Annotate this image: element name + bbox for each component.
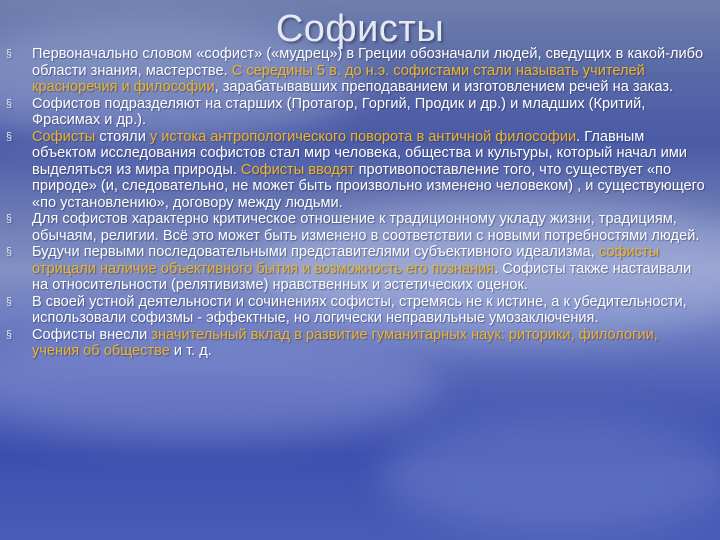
bullet-text: . Софисты также настаивали на относительности (релятивизме) нравственных и эстетических оценок.: [32, 260, 692, 293]
background-cloud: [380, 420, 720, 530]
bullet-text: В своей устной деятельности и сочинениях софисты, стремясь не к истине, а к убедительности, использовали софизмы - эффектные, но логически неправильные умозаключения.: [32, 293, 687, 326]
bullet-text: Будучи первыми последовательными представителями субъективного идеализма,: [32, 244, 599, 260]
bullet-text: Первоначально словом «софист» («мудрец») в Греции обозначали людей, сведущих в какой-либо области знания, мастерстве.: [32, 46, 704, 79]
bullet-marker-icon: §: [6, 328, 13, 341]
bullet-marker-icon: §: [6, 48, 13, 60]
bullet-item: [6, 129, 706, 212]
bullet-text: стояли: [95, 128, 150, 145]
bullet-text: противопоставление того, что существует «по природе» (и, следовательно, не может быть произвольно изменено человеком) , и существующего «по установлению», договору между людьми.: [32, 161, 705, 211]
bullet-marker-icon: §: [6, 97, 13, 110]
bullet-text: Софистов подразделяют на старших (Протагор, Горгий, Продик и др.) и младших (Критий, Фрасимах и др.).: [32, 95, 646, 128]
bullet-marker-icon: §: [6, 246, 13, 258]
highlighted-text: значительный вклад в развитие гуманитарных наук: риторики, филологии, учения об обществе: [32, 326, 658, 359]
bullet-item: [6, 211, 706, 244]
bullet-text: Софисты внесли: [32, 326, 152, 343]
bullet-list: [6, 46, 706, 360]
highlighted-text: софисты отрицали наличие объективного бытия и возможность его познания: [32, 244, 660, 277]
bullet-marker-icon: §: [6, 295, 13, 308]
bullet-item: [6, 244, 706, 294]
bullet-text: , зарабатывавших преподаванием и изготовлением речей на заказ.: [214, 79, 674, 95]
bullet-item: [6, 96, 706, 129]
bullet-marker-icon: §: [6, 213, 13, 225]
bullet-text: и т. д.: [169, 343, 212, 359]
slide-title: Софисты: [275, 8, 445, 50]
highlighted-text: Софисты: [32, 128, 96, 145]
bullet-text: . Главным объектом исследования софистов стал мир человека, общества и культуры, который начал ими выделяться из мира природы.: [32, 128, 687, 178]
highlighted-text: Софисты вводят: [240, 161, 355, 178]
bullet-text: Для софистов характерно критическое отношение к традиционному укладу жизни, традициям, обычаям, религии. Всё это может быть изменено в соответствии с новыми потребностями людей.: [32, 211, 700, 244]
bullet-item: [6, 46, 706, 96]
bullet-item: [6, 327, 706, 360]
highlighted-text: у истока антропологического поворота в античной философии: [149, 128, 577, 145]
bullet-item: [6, 294, 706, 327]
highlighted-text: С середины 5 в. до н.э. софистами стали называть учителей красноречия и философии: [32, 62, 645, 95]
bullet-marker-icon: §: [6, 130, 13, 143]
